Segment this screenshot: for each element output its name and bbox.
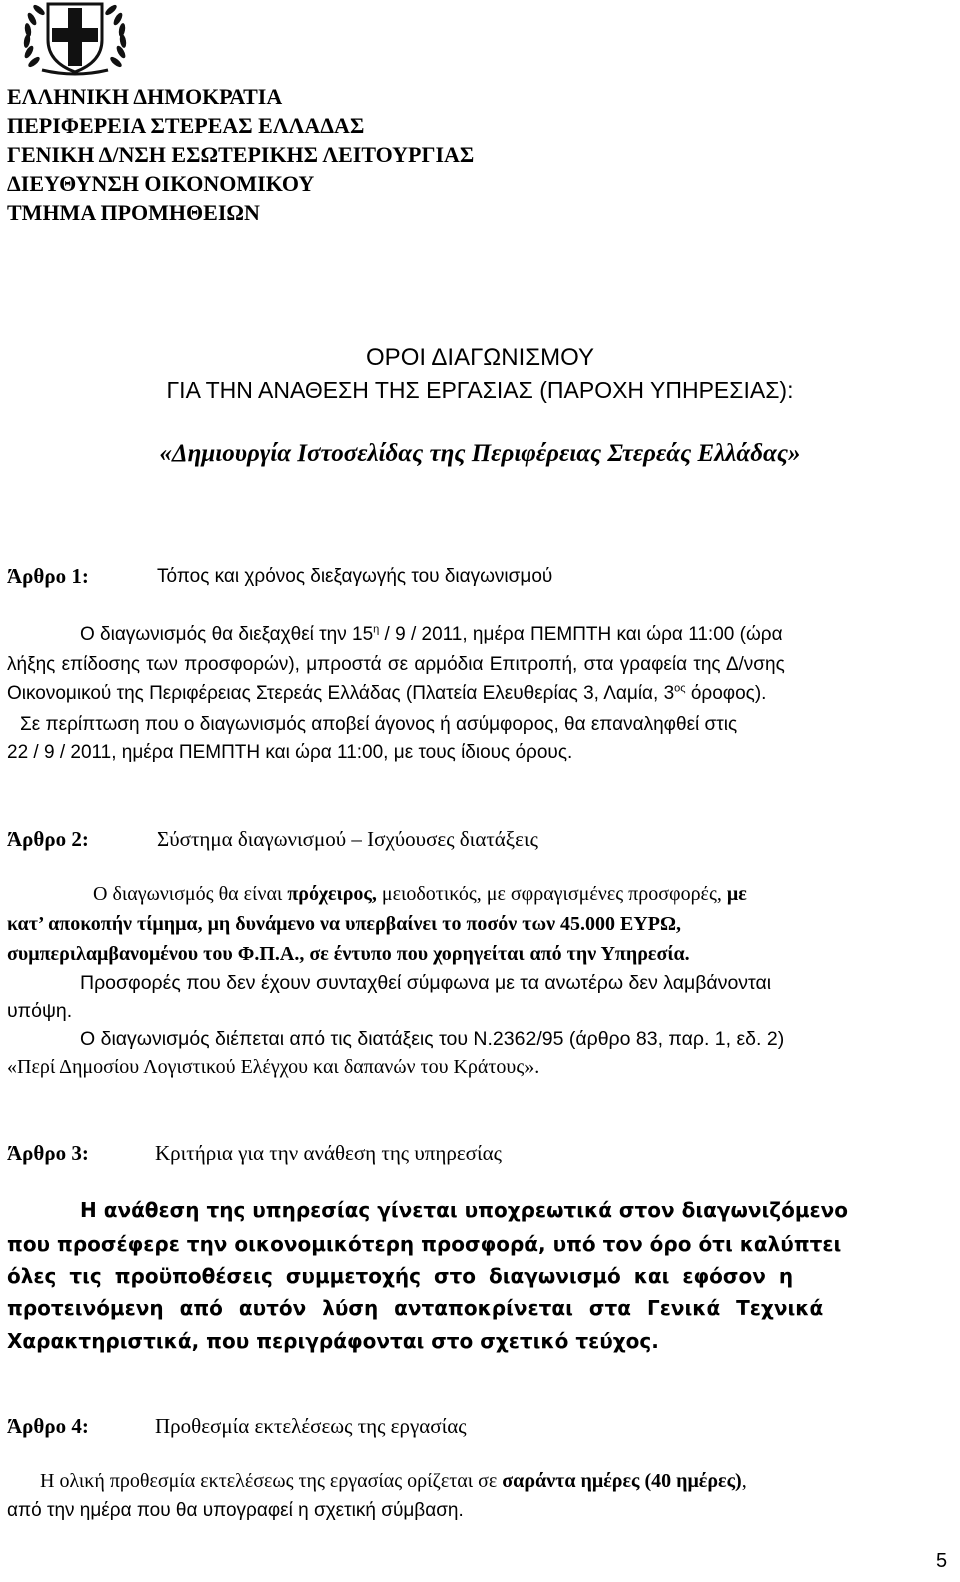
article-4-line1: Η ολική προθεσμία εκτελέσεως της εργασίας ορίζεται σε σαράντα ημέρες (40 ημέρες), [40, 1470, 747, 1492]
article-3-line3: όλες τις προϋποθέσεις συμμετοχής στο διαγωνισμό και εφόσον η [7, 1264, 794, 1288]
article-1-heading: Τόπος και χρόνος διεξαγωγής του διαγωνισμού [157, 566, 553, 587]
article-1-p2-line1: Σε περίπτωση που ο διαγωνισμός αποβεί άγονος ή ασύμφορος, θα επαναληφθεί στις [20, 714, 738, 735]
article-3-label: Άρθρο 3: [7, 1141, 89, 1165]
article-2-p1-line3: συμπεριλαμβανομένου του Φ.Π.Α., σε έντυπο που χορηγείται από την Υπηρεσία. [7, 943, 690, 965]
article-1-p1-line3: Οικονομικού της Περιφέρειας Στερεάς Ελλάδας (Πλατεία Ελευθερίας 3, Λαμία, $3^{o\varsigma}$ όροφος). [7, 682, 767, 704]
article-1-p1-line2: λήξης επίδοσης των προσφορών), μπροστά σε αρμόδια Επιτροπή, στα γραφεία της Δ/νσης [7, 654, 785, 675]
article-3-line4: προτεινόμενη από αυτόν λύση ανταποκρίνεται στα Γενικά Τεχνικά [7, 1296, 824, 1320]
article-2-label: Άρθρο 2: [7, 827, 89, 851]
article-1-p2-line2: 22 / 9 / 2011, ημέρα ΠΕΜΠΤΗ και ώρα 11:00, με τους ίδιους όρους. [7, 742, 573, 763]
article-1-label: Άρθρο 1: [7, 564, 89, 588]
hellenic-emblem-icon [20, 0, 130, 76]
article-2-heading: Σύστημα διαγωνισμού – Ισχύουσες διατάξεις [157, 827, 538, 851]
article-2-p2-line2: υπόψη. [7, 1000, 73, 1022]
article-3-line2: που προσέφερε την οικονομικότερη προσφορά, υπό τον όρο ότι καλύπτει [7, 1232, 842, 1256]
document-subtitle: ΓΙΑ ΤΗΝ ΑΝΑΘΕΣΗ ΤΗΣ ΕΡΓΑΣΙΑΣ (ΠΑΡΟΧΗ ΥΠΗΡΕΣΙΑΣ): [166, 377, 794, 403]
header-line-4: ΔΙΕΥΘΥΝΣΗ ΟΙΚΟΝΟΜΙΚΟΥ [7, 171, 315, 196]
article-3-line1: Η ανάθεση της υπηρεσίας γίνεται υποχρεωτικά στον διαγωνιζόμενο [80, 1198, 849, 1222]
page-number: 5 [936, 1550, 948, 1572]
article-4-label: Άρθρο 4: [7, 1414, 89, 1438]
article-4-heading: Προθεσμία εκτελέσεως της εργασίας [155, 1414, 467, 1438]
article-2-p3-line1: Ο διαγωνισμός διέπεται από τις διατάξεις του Ν.2362/95 (άρθρο 83, παρ. 1, εδ. 2) [80, 1028, 785, 1050]
article-2-p2-line1: Προσφορές που δεν έχουν συνταχθεί σύμφωνα με τα ανωτέρω δεν λαμβάνονται [80, 972, 772, 994]
article-2-p1-line1: Ο διαγωνισμός θα είναι πρόχειρος, μειοδοτικός, με σφραγισμένες προσφορές, με [93, 883, 747, 905]
article-2-p3-line2: «Περί Δημοσίου Λογιστικού Ελέγχου και δαπανών του Κράτους». [7, 1056, 540, 1078]
article-2-p1-line2: κατ’ αποκοπήν τίμημα, μη δυνάμενο να υπερβαίνει το ποσόν των 45.000 ΕΥΡΩ, [7, 913, 682, 935]
article-1-p1-line1: Ο διαγωνισμός θα διεξαχθεί την $15^\eta / 9 / 2011$, ημέρα ΠΕΜΠΤΗ και ώρα 11:00 (ώρα [80, 623, 783, 645]
article-3-heading: Κριτήρια για την ανάθεση της υπηρεσίας [155, 1141, 502, 1165]
header-line-2: ΠΕΡΙΦΕΡΕΙΑ ΣΤΕΡΕΑΣ ΕΛΛΑΔΑΣ [7, 113, 365, 138]
project-title: «Δημιουργία Ιστοσελίδας της Περιφέρειας Στερεάς Ελλάδας» [159, 440, 801, 467]
header-line-3: ΓΕΝΙΚΗ Δ/ΝΣΗ ΕΣΩΤΕΡΙΚΗΣ ΛΕΙΤΟΥΡΓΙΑΣ [7, 142, 475, 167]
article-4-line2: από την ημέρα που θα υπογραφεί η σχετική σύμβαση. [7, 1500, 464, 1521]
header-line-5: ΤΜΗΜΑ ΠΡΟΜΗΘΕΙΩΝ [7, 200, 260, 225]
article-3-line5: Χαρακτηριστικά, που περιγράφονται στο σχετικό τεύχος. [7, 1329, 659, 1353]
document-title: ΟΡΟΙ ΔΙΑΓΩΝΙΣΜΟΥ [366, 344, 594, 371]
header-line-1: ΕΛΛΗΝΙΚΗ ΔΗΜΟΚΡΑΤΙΑ [7, 84, 283, 109]
